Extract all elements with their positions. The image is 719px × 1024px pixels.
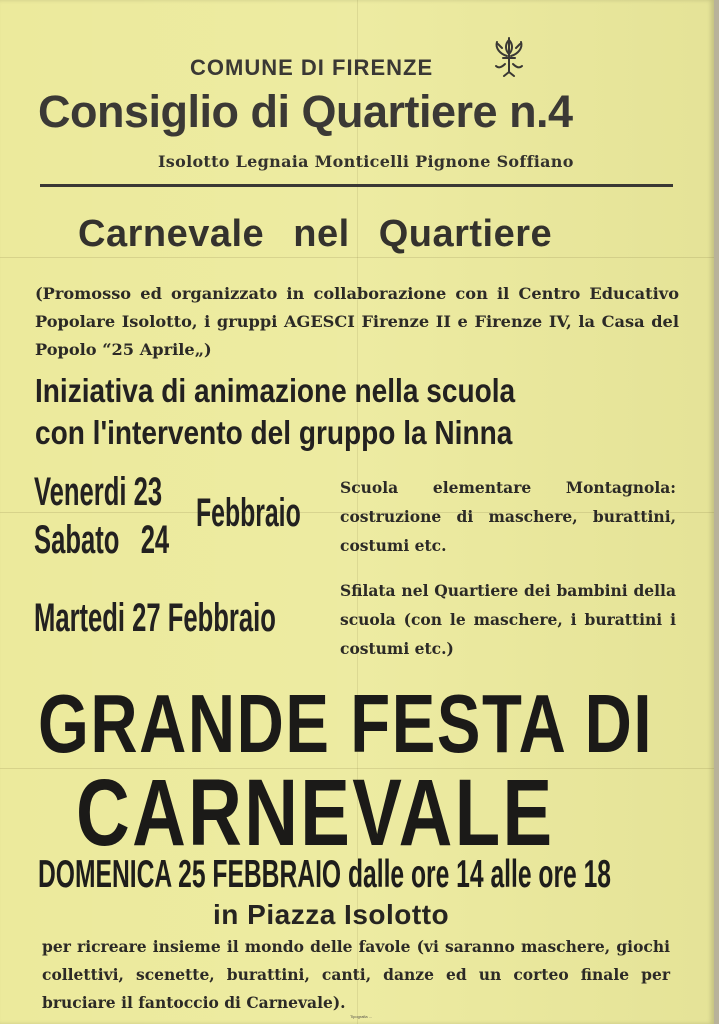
comune-heading: COMUNE DI FIRENZE	[190, 55, 434, 80]
localita-subtitle: Isolotto Legnaia Monticelli Pignone Soffiano	[158, 152, 574, 171]
iniziativa-line-2: con l'intervento del gruppo la Ninna	[35, 414, 513, 451]
festa-headline-2: CARNEVALE	[76, 760, 555, 866]
schedule-month-1: Febbraio	[196, 491, 301, 535]
schedule-day-2: Sabato 24	[34, 518, 170, 562]
schedule-day-3: Martedi 27 Febbraio	[34, 596, 276, 640]
florentine-lily-icon	[492, 34, 526, 78]
event-title: Carnevale nel Quartiere	[78, 213, 553, 255]
festa-place: in Piazza Isolotto	[213, 899, 450, 930]
festa-details: per ricreare insieme il mondo delle favole (vi saranno maschere, giochi collettivi, scenette, burattini, canti, danze ed un corteo finale per bruciare il fantoccio di Carnevale).	[42, 937, 670, 1012]
festa-headline-1: GRANDE FESTA DI	[38, 677, 654, 770]
schedule-description-2: Sfilata nel Quartiere dei bambini della scuola (con le maschere, i burattini i costumi etc.)	[340, 581, 676, 658]
printer-credit: Tipografia ...	[350, 1014, 373, 1019]
schedule-day-1: Venerdi 23	[34, 470, 163, 514]
iniziativa-line-1: Iniziativa di animazione nella scuola	[35, 372, 516, 409]
promosso-paragraph: (Promosso ed organizzato in collaborazione con il Centro Educativo Popolare Isolotto, i gruppi AGESCI Firenze II e Firenze IV, la Casa del Popolo “25 Aprile„)	[35, 284, 679, 359]
schedule-description-1: Scuola elementare Montagnola: costruzione di maschere, burattini, costumi etc.	[340, 478, 676, 555]
consiglio-title: Consiglio di Quartiere n.4	[38, 86, 573, 137]
festa-date-time: DOMENICA 25 FEBBRAIO dalle ore 14 alle ore 18	[38, 853, 612, 896]
divider	[40, 184, 673, 187]
